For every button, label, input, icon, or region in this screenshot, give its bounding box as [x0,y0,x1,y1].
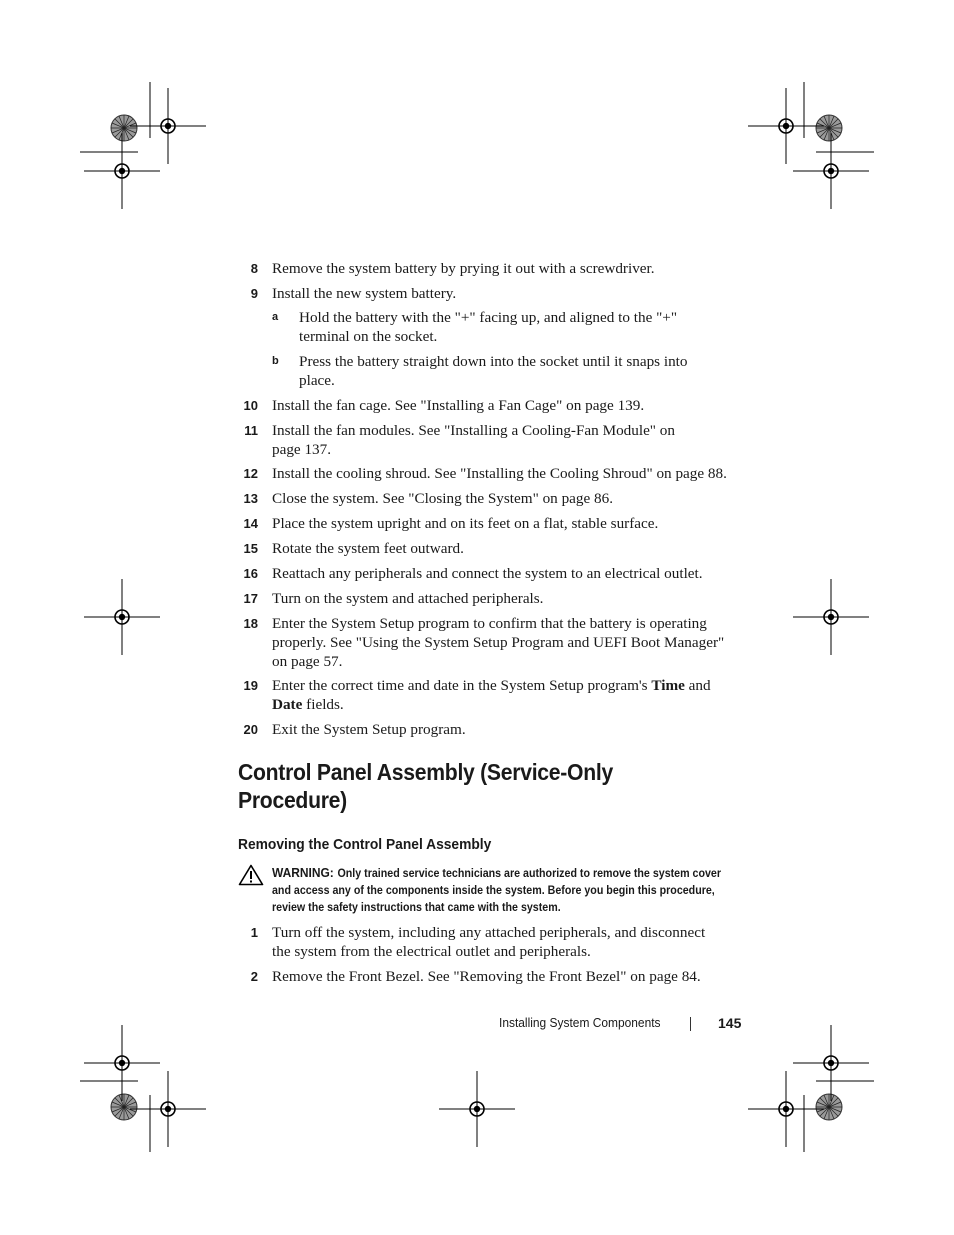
crosshair-icon [793,1025,869,1101]
step-text: Install the new system battery. [272,285,457,302]
crosshair-icon [793,579,869,655]
step-20 [239,720,744,739]
substep-text: Press the battery straight down into the socket until it snaps into place. [299,353,688,389]
time-field-name: Time [651,677,685,694]
step-10 [239,396,744,415]
step-number: 8 [250,261,258,276]
step-8 [239,259,744,278]
footer-divider [690,1017,691,1031]
warning-label: WARNING: [272,865,334,880]
step-14 [239,514,744,533]
warning-text: Only trained service technicians are authorized to remove the system cover and access any of the components inside the system. Before you begin this procedure, review the safety instructions that came with the system. [272,867,722,914]
step-number: 15 [243,541,258,556]
crosshair-icon [84,579,160,655]
step-number: 13 [243,491,258,506]
substep-letter: a [272,311,279,323]
step-number: 2 [250,969,258,984]
crosshair-icon [84,133,160,209]
step-text: Remove the Front Bezel. See "Removing the Front Bezel" on page 84. [272,968,701,985]
step-9a [272,308,712,346]
crosshair-icon [130,1071,206,1147]
step-number: 1 [250,925,258,940]
crosshair-icon [793,133,869,209]
step-number: 11 [244,423,258,438]
step-text: Turn on the system and attached peripherals. [272,590,544,607]
removal-step-1 [239,923,744,961]
warning-text-block [272,864,732,916]
step-text: Turn off the system, including any attached peripherals, and disconnect the system from the electrical outlet and peripherals. [272,924,706,960]
step-text: Install the fan cage. See "Installing a Fan Cage" on page 139. [272,397,645,414]
step-13 [239,489,744,508]
step-16 [239,564,744,583]
step-9 [239,284,744,303]
step-text: Place the system upright and on its feet on a flat, stable surface. [272,515,659,532]
star-target-icon [111,115,137,141]
crosshair-icon [748,1071,824,1147]
crosshair-icon [84,1025,160,1101]
step-number: 18 [243,616,258,631]
page-number: 145 [718,1015,742,1031]
removal-step-2 [239,967,744,986]
crosshair-icon [748,88,824,164]
step-number: 20 [243,722,258,737]
substep-letter: b [272,355,279,367]
step-11 [239,421,744,459]
step-text: Close the system. See "Closing the System" on page 86. [272,490,614,507]
date-field-name: Date [272,696,303,713]
step-number: 17 [243,591,258,606]
star-target-icon [111,1094,137,1120]
step-9b [272,352,712,390]
step-18 [239,614,744,671]
step-19 [239,676,744,714]
crosshair-icon [130,88,206,164]
substep-text: Hold the battery with the "+" facing up, and aligned to the "+" terminal on the socket. [299,309,678,345]
step-text-part: and [684,677,711,694]
warning-triangle-icon [238,864,264,886]
step-number: 16 [243,566,258,581]
star-target-icon [816,1094,842,1120]
step-text: Rotate the system feet outward. [272,540,464,557]
step-text [272,676,738,714]
step-text: Install the fan modules. See "Installing a Cooling-Fan Module" on page 137. [272,422,675,458]
step-number: 14 [243,516,258,531]
star-target-icon [816,115,842,141]
step-text-part: fields. [302,696,344,713]
footer-chapter-title: Installing System Components [499,1015,661,1030]
step-number: 12 [243,466,258,481]
step-text: Enter the System Setup program to confirm that the battery is operating properly. See "Using the System Setup Program and UEFI Boot Manager" on page 57. [272,615,725,670]
step-number: 19 [243,678,258,693]
step-text: Install the cooling shroud. See "Installing the Cooling Shroud" on page 88. [272,465,727,482]
step-number: 9 [250,286,258,301]
crosshair-icon [439,1071,515,1147]
step-17 [239,589,744,608]
step-number: 10 [243,398,258,413]
section-title: Control Panel Assembly (Service-Only Procedure) [238,759,613,813]
step-text: Exit the System Setup program. [272,721,466,738]
subsection-title: Removing the Control Panel Assembly [238,836,492,853]
step-text-part: Enter the correct time and date in the System Setup program's [272,677,652,694]
step-text: Remove the system battery by prying it out with a screwdriver. [272,260,655,277]
step-text: Reattach any peripherals and connect the system to an electrical outlet. [272,565,703,582]
step-15 [239,539,744,558]
step-12 [239,464,744,483]
